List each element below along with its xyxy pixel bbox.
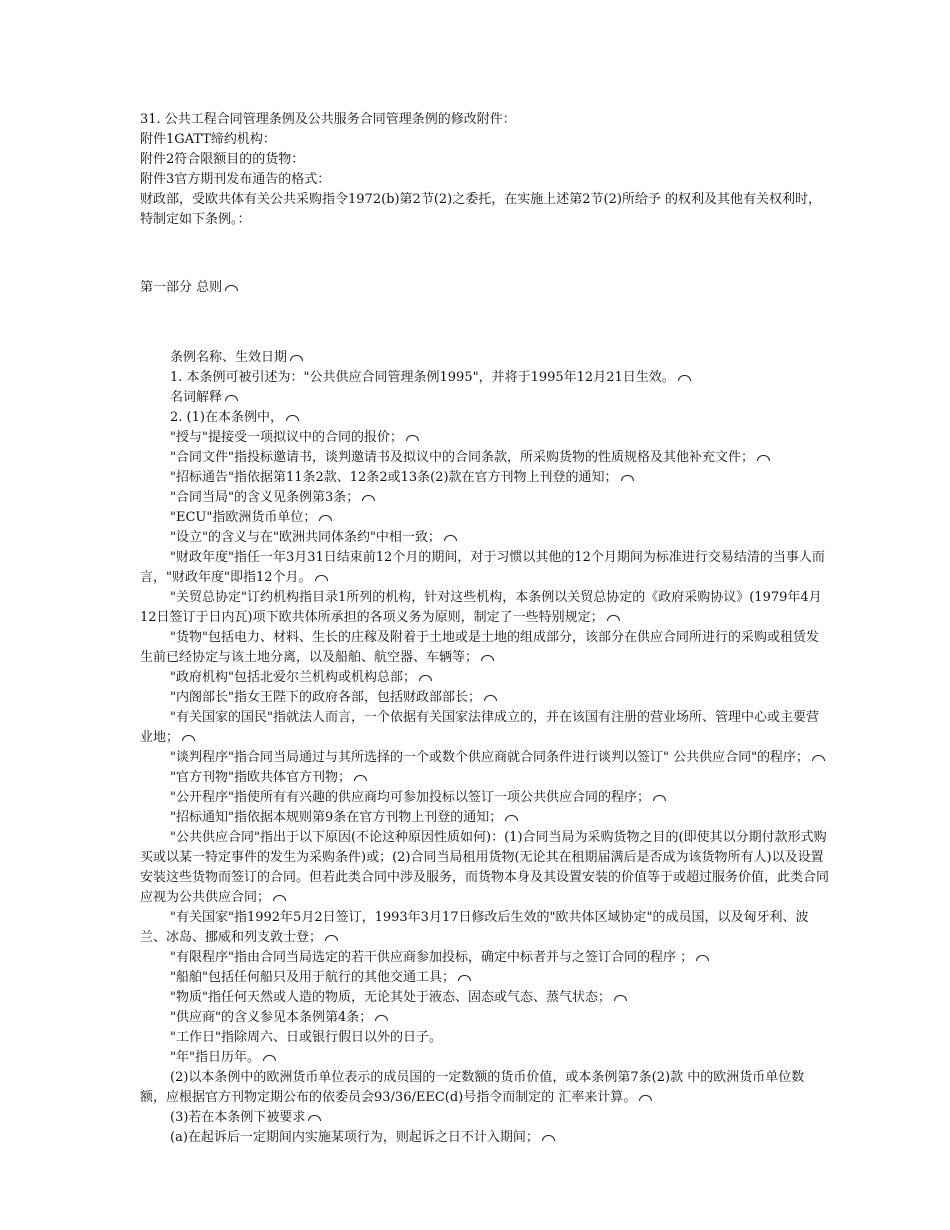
document-body	[140, 110, 830, 1148]
clause-paragraph	[140, 988, 830, 1008]
paragraph-mark-icon	[653, 795, 666, 801]
paragraph-mark-icon	[273, 895, 286, 901]
clause-paragraph	[140, 968, 830, 988]
paragraph-mark-icon	[812, 755, 825, 761]
paragraph-mark-icon	[286, 415, 299, 421]
clause-paragraph	[140, 588, 830, 628]
clause-paragraph	[140, 1048, 830, 1068]
paragraph-mark-icon	[505, 815, 518, 821]
clause-text: "年"指日历年。	[170, 1050, 260, 1065]
clause-text: 1. 本条例可被引述为："公共供应合同管理条例1995"，并将于1995年12月21日生效。	[170, 370, 675, 385]
clause-text: "公开程序"指使所有有兴趣的供应商均可参加投标以签订一项公共供应合同的程序；	[170, 790, 650, 805]
clause-text: "船舶"包括任何船只及用于航行的其他交通工具；	[170, 970, 455, 985]
spacer	[140, 230, 830, 278]
paragraph-mark-icon	[614, 995, 627, 1001]
paragraph-mark-icon	[757, 455, 770, 461]
clause-text: 名词解释	[170, 390, 223, 405]
clause-paragraph	[140, 668, 830, 688]
intro-line: 附件3官方期刊发布通告的格式：	[140, 172, 331, 187]
clause-paragraph	[140, 1108, 830, 1128]
intro-paragraph: 财政部，受欧共体有关公共采购指令1972(b)第2节(2)之委托，在实施上述第2节(2)所给予 的权利及其他有关权利时，特制定如下条例。：	[140, 192, 822, 227]
clause-paragraph	[140, 528, 830, 548]
paragraph-mark-icon	[639, 1095, 652, 1101]
paragraph-mark-icon	[458, 975, 471, 981]
paragraph-mark-icon	[678, 375, 691, 381]
clause-paragraph	[140, 808, 830, 828]
clause-text: (a)在起诉后一定期间内实施某项行为，则起诉之日不计入期间；	[170, 1130, 539, 1145]
spacer	[140, 298, 830, 348]
clause-text: (2)以本条例中的欧洲货币单位表示的成员国的一定数额的货币价值，或本条例第7条(2)款 中的欧洲货币单位数额，应根据官方刊物定期公布的依委员会93/36/EEC(d)号指令而制定的 汇率来计算。	[140, 1070, 805, 1105]
paragraph-mark-icon	[225, 285, 238, 291]
clause-paragraph	[140, 508, 830, 528]
paragraph-mark-icon	[325, 935, 338, 941]
paragraph-mark-icon	[362, 495, 375, 501]
clause-paragraph	[140, 1128, 830, 1148]
paragraph-mark-icon	[263, 1055, 276, 1061]
clause-paragraph	[140, 548, 830, 588]
paragraph-mark-icon	[696, 955, 709, 961]
clause-text: "公共供应合同"指出于以下原因(不论这种原因性质如何)：(1)合同当局为采购货物之目的(即使其以分期付款形式购买或以某一特定事件的发生为采购条件)或；(2)合同当局租用货物(无论其在租期届满后是否成为该货物所有人)以及设置安装这些货物而签订的合同。但若此类合同中涉及服务，而货物本身及其设置安装的价值等于或超过服务价值，此类合同应视为公共供应合同；	[140, 830, 830, 905]
intro-line: 31. 公共工程合同管理条例及公共服务合同管理条例的修改附件：	[140, 112, 516, 127]
clause-list	[140, 348, 830, 1148]
clause-text: "设立"的含义与在"欧洲共同体条约"中相一致；	[170, 530, 441, 545]
part-heading	[140, 278, 830, 298]
paragraph-mark-icon	[542, 1135, 555, 1141]
clause-text: "供应商"的含义参见本条例第4条；	[170, 1010, 373, 1025]
clause-text: 2. (1)在本条例中，	[170, 410, 283, 425]
clause-paragraph	[140, 368, 830, 388]
clause-text: "关贸总协定"订约机构指目录1所列的机构，针对这些机构，本条例以关贸总协定的《政府采购协议》(1979年4月12日签订于日内瓦)项下欧共体所承担的各项义务为原则，制定了一些特别规定；	[140, 590, 822, 625]
clause-text: "物质"指任何天然或人造的物质，无论其处于液态、固态或气态、蒸气状态；	[170, 990, 611, 1005]
paragraph-mark-icon	[315, 575, 328, 581]
clause-text: "谈判程序"指合同当局通过与其所选择的一个或数个供应商就合同条件进行谈判以签订" 公共供应合同"的程序；	[170, 750, 810, 765]
clause-text: "ECU"指欧洲货币单位；	[170, 510, 317, 525]
clause-paragraph	[140, 408, 830, 428]
paragraph-mark-icon	[225, 395, 238, 401]
paragraph-mark-icon	[290, 355, 303, 361]
clause-paragraph	[140, 468, 830, 488]
clause-text: "有关国家的国民"指就法人而言，一个依据有关国家法律成立的，并在该国有注册的营业场所、管理中心或主要营业地；	[140, 710, 819, 745]
paragraph-mark-icon	[319, 515, 332, 521]
clause-text: "授与"提接受一项拟议中的合同的报价；	[170, 430, 403, 445]
clause-text: "有关国家"指1992年5月2日签订，1993年3月17日修改后生效的"欧共体区域协定"的成员国，以及匈牙利、波兰、冰岛、挪威和列支敦士登；	[140, 910, 809, 945]
paragraph-mark-icon	[375, 1015, 388, 1021]
clause-paragraph	[140, 388, 830, 408]
clause-paragraph	[140, 788, 830, 808]
clause-paragraph	[140, 428, 830, 448]
clause-paragraph	[140, 688, 830, 708]
paragraph-mark-icon	[354, 775, 367, 781]
clause-paragraph	[140, 1008, 830, 1028]
paragraph-mark-icon	[481, 655, 494, 661]
paragraph-mark-icon	[607, 615, 620, 621]
paragraph-mark-icon	[406, 435, 419, 441]
paragraph-mark-icon	[182, 735, 195, 741]
paragraph-mark-icon	[621, 475, 634, 481]
clause-paragraph	[140, 948, 830, 968]
paragraph-mark-icon	[444, 535, 457, 541]
clause-text: "政府机构"包括北爱尔兰机构或机构总部；	[170, 670, 416, 685]
paragraph-mark-icon	[308, 1115, 321, 1121]
part-heading-text: 第一部分 总则	[140, 280, 223, 295]
clause-paragraph	[140, 828, 830, 908]
clause-text: "财政年度"指任一年3月31日结束前12个月的期间，对于习惯以其他的12个月期间为标准进行交易结清的当事人而言，"财政年度"即指12个月。	[140, 550, 825, 585]
clause-text: "招标通告"指依据第11条2款、12条2或13条(2)款在官方刊物上刊登的通知；	[170, 470, 618, 485]
clause-paragraph	[140, 768, 830, 788]
clause-paragraph	[140, 1068, 830, 1108]
clause-text: "工作日"指除周六、日或银行假日以外的日子。	[170, 1030, 442, 1045]
paragraph-mark-icon	[419, 675, 432, 681]
clause-text: 条例名称、生效日期	[170, 350, 288, 365]
clause-text: "合同当局"的含义见条例第3条；	[170, 490, 360, 505]
clause-text: "有限程序"指由合同当局选定的若干供应商参加投标，确定中标者并与之签订合同的程序 ；	[170, 950, 694, 965]
clause-text: "招标通知"指依据本规则第9条在官方刊物上刊登的通知；	[170, 810, 503, 825]
clause-paragraph	[140, 348, 830, 368]
clause-paragraph	[140, 448, 830, 468]
clause-text: "合同文件"指投标邀请书，谈判邀请书及拟议中的合同条款，所采购货物的性质规格及其他补充文件；	[170, 450, 754, 465]
clause-paragraph	[140, 628, 830, 668]
intro-line: 附件2符合限额目的的货物：	[140, 152, 305, 167]
clause-paragraph	[140, 708, 830, 748]
clause-paragraph	[140, 748, 830, 768]
intro-line: 附件1GATT缔约机构：	[140, 132, 276, 147]
clause-text: "货物"包括电力、材料、生长的庄稼及附着于土地或是土地的组成部分，该部分在供应合同所进行的采购或租赁发生前已经协定与该土地分离，以及船舶、航空器、车辆等；	[140, 630, 819, 665]
clause-paragraph	[140, 1028, 830, 1048]
paragraph-mark-icon	[484, 695, 497, 701]
clause-paragraph	[140, 488, 830, 508]
clause-text: "官方刊物"指欧共体官方刊物；	[170, 770, 351, 785]
clause-text: "内阁部长"指女王陛下的政府各部，包括财政部部长；	[170, 690, 481, 705]
clause-text: (3)若在本条例下被要求	[170, 1110, 306, 1125]
clause-paragraph	[140, 908, 830, 948]
